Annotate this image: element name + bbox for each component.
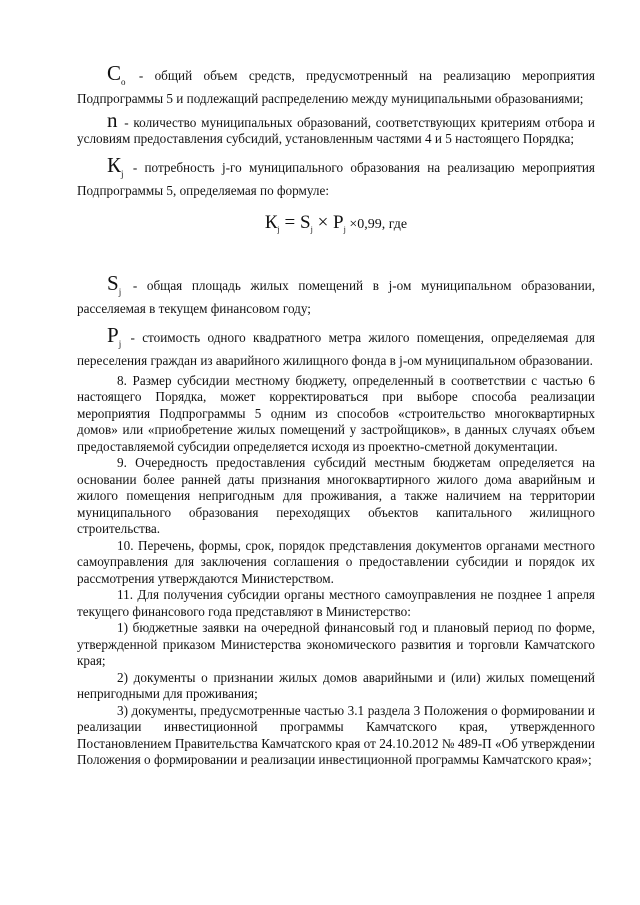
symbol-sj: $S_j$	[107, 271, 122, 298]
paragraph-11: 11. Для получения субсидии органы местного самоуправления не позднее 1 апреля текущего финансового года представляют в Министерство:	[77, 587, 595, 619]
symbol-co: $С_о$	[107, 61, 126, 88]
formula-kj: $К_j = S_j \times Р_j \times 0,99$, где	[264, 212, 408, 235]
definition-sj-text: - общая площадь жилых помещений в j-ом муниципальном образовании, расселяемая в текущем финансовом году;	[77, 278, 595, 317]
definition-pj	[77, 322, 595, 370]
symbol-pj: $Р_j$	[107, 322, 122, 350]
document-page	[77, 61, 595, 769]
definition-sj	[77, 271, 595, 318]
paragraph-8: 8. Размер субсидии местному бюджету, определенный в соответствии с частью 6 настоящего Порядка, может корректироваться при выборе способа реализации мероприятия Подпрограммы 5 одним из способов «строительство многоквартирных домов» или «приобретение жилых помещений у застройщиков», в данных случаях объем предоставляемой субсидии определяется исходя из проектно-сметной документации.	[77, 372, 595, 454]
definition-kj-text: - потребность j-го муниципального образования на реализацию мероприятия Подпрограммы 5, определяемая по формуле:	[77, 159, 595, 198]
definition-co-text: - общий объем средств, предусмотренный на реализацию мероприятия Подпрограммы 5 и подлежащий распределению между муниципальными образованиями;	[77, 68, 595, 107]
definition-co	[77, 61, 595, 108]
symbol-kj: $К_j$	[107, 152, 124, 179]
paragraph-11-item-3: 3) документы, предусмотренные частью 3.1 раздела 3 Положения о формировании и реализации инвестиционной программы Камчатского края, утвержденного Постановлением Правительства Камчатского края от 24.10.2012 № 489-П «Об утверждении Положения о формировании и реализации инвестиционной программы Камчатского края»;	[77, 702, 595, 768]
paragraph-10: 10. Перечень, формы, срок, порядок представления документов органами местного самоуправления для заключения соглашения о предоставлении субсидии и порядок их рассмотрения утверждаются Министерством.	[77, 537, 595, 586]
symbol-n: n	[107, 107, 118, 132]
definition-pj-text: - стоимость одного квадратного метра жилого помещения, определяемая для переселения граждан из аварийного жилищного фонда в j-ом муниципальном образовании.	[77, 329, 595, 369]
paragraph-11-item-1: 1) бюджетные заявки на очередной финансовый год и плановый период по форме, утвержденной приказом Министерства экономического развития и торговли Камчатского края;	[77, 620, 595, 669]
paragraph-11-item-2: 2) документы о признании жилых домов аварийными и (или) жилых помещений непригодными для проживания;	[77, 669, 595, 702]
paragraph-9: 9. Очередность предоставления субсидий местным бюджетам определяется на основании более ранней даты признания многоквартирного жилого дома аварийным и жилого помещения непригодным для проживания, а также наличием на территории муниципального образования переходящих объектов капитального жилищного строительства.	[77, 455, 595, 537]
definition-n	[77, 107, 595, 148]
definition-kj	[77, 152, 595, 200]
definition-n-text: - количество муниципальных образований, соответствующих критериям отбора и условиям предоставления субсидий, установленным частями 4 и 5 настоящего Порядка;	[77, 114, 595, 147]
